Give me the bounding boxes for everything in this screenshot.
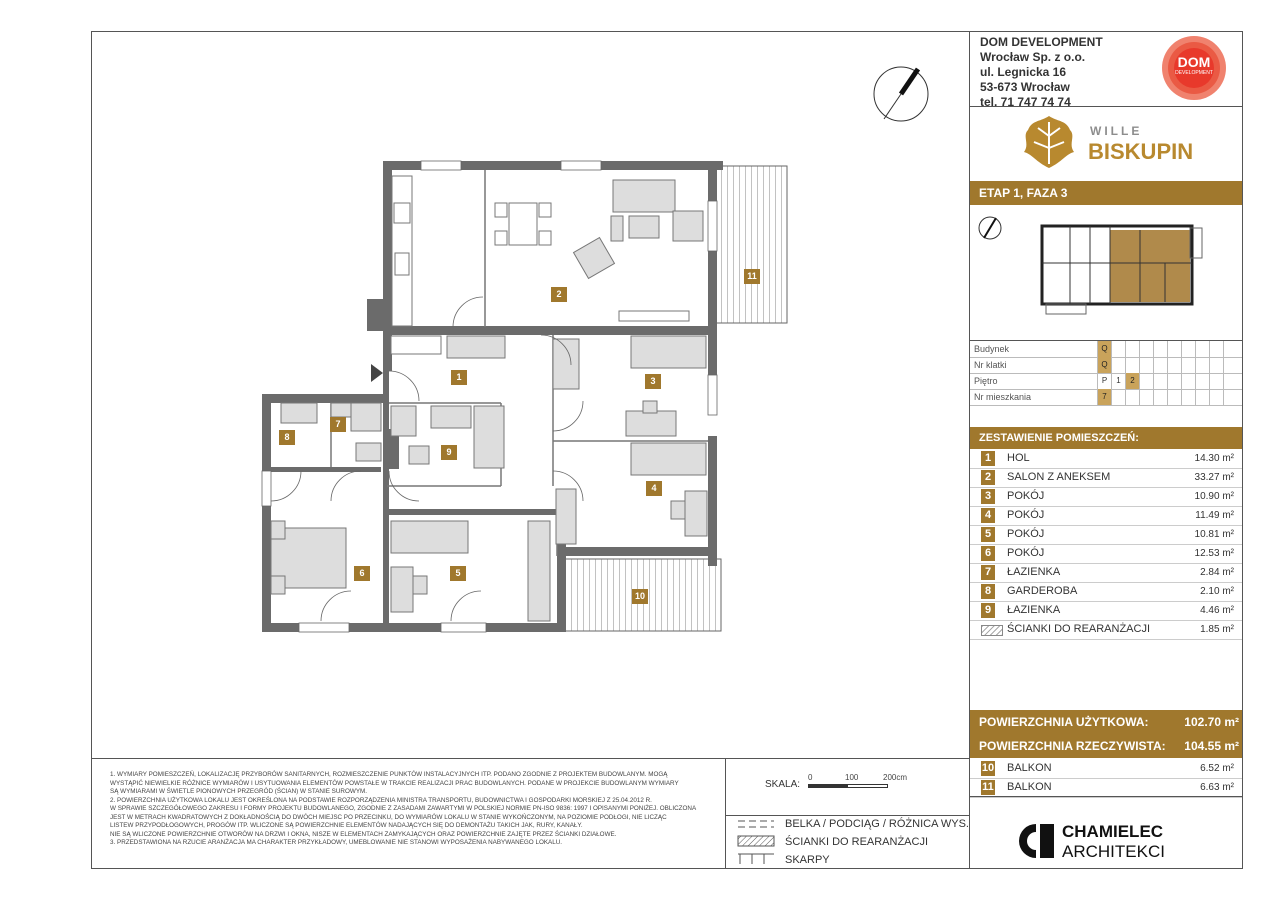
note-line: 2. POWIERZCHNIA UŻYTKOWA LOKALU JEST OKREŚLONA NA PODSTAWIE ROZPORZĄDZENIA MINISTRA TRANSPORTU, BUDOWNICTWA I GOSPODARKI MORSKIEJ Z 25.04.2012 R.	[110, 796, 652, 804]
room-row: 5 POKÓJ 10.81 m²	[970, 525, 1242, 545]
developer-phone: tel. 71 747 74 74	[980, 95, 1071, 109]
developer-street: ul. Legnicka 16	[980, 65, 1067, 79]
room-row: 4 POKÓJ 11.49 m²	[970, 506, 1242, 526]
legend-slopes: SKARPY	[785, 854, 830, 866]
legend-divider	[725, 758, 726, 869]
developer-info	[980, 35, 1103, 110]
info-floor-1: 1	[1111, 373, 1125, 389]
info-floor-label: Piętro	[974, 376, 998, 386]
plan-label-8: 8	[279, 430, 295, 445]
notes	[110, 771, 715, 848]
note-line: 1. WYMIARY POMIESZCZEŃ, LOKALIZACJĘ PRZYBORÓW SANITARNYCH, ROZMIESZCZENIE PUNKTÓW INSTALACYJNYCH ITP. PODANO ZGODNIE Z PROJEKTEM BUDOWLANYM. MOGĄ	[110, 771, 668, 778]
plan-label-2: 2	[551, 287, 567, 302]
info-flat-label: Nr mieszkania	[974, 392, 1032, 402]
developer-name: DOM DEVELOPMENT	[980, 35, 1103, 49]
plan-label-4: 4	[646, 481, 662, 496]
architect-name-2: ARCHITEKCI	[1062, 842, 1165, 861]
legend-walls: ŚCIANKI DO REARANŻACJI	[785, 836, 929, 848]
info-staircase	[970, 357, 1242, 374]
compass-small-icon	[979, 217, 1001, 239]
north-arrow-icon	[874, 67, 928, 121]
note-line: WYSTĄPIĆ NIEWIELKIE RÓŻNICE WYMIARÓW I USYTUOWANIA ELEMENTÓW POWSTAŁE W TRAKCIE REALIZACJI PRAC BUDOWLANYCH. PODANE W PROJEKCIE BUDOWLANYM WYMIARY	[110, 779, 679, 787]
dom-development-logo	[1156, 34, 1232, 102]
room-row: 9 ŁAZIENKA 4.46 m²	[970, 601, 1242, 621]
info-staircase-label: Nr klatki	[974, 360, 1007, 370]
note-line: LISTEW PRZYPODŁOGOWYCH, PROGÓW ITP. WLICZONE SĄ POWIERZCHNIE ELEMENTÓW NADAJĄCYCH SIĘ DO DEMONTAŻU TAKICH JAK, RURY, KANAŁY.	[110, 822, 583, 829]
plan-label-11: 11	[744, 269, 760, 284]
actual-area-total	[970, 734, 1242, 758]
info-staircase-value: Q	[1097, 357, 1111, 373]
info-floor-2: 2	[1125, 373, 1139, 389]
note-line: W SPRAWIE SZCZEGÓŁOWEGO ZAKRESU I FORMY PROJEKTU BUDOWLANEGO, ZGODNIE Z ZASADAMI ZAWARTYMI W POLSKIEJ NORMIE PN-ISO 9836: 1997 I OPISANYMI PONIŻEJ. OBLICZONA	[110, 805, 697, 812]
actual-area-label: POWIERZCHNIA RZECZYWISTA:	[979, 739, 1166, 753]
room-row: 1 HOL 14.30 m²	[970, 449, 1242, 469]
room-row: 6 POKÓJ 12.53 m²	[970, 544, 1242, 564]
plan-label-9: 9	[441, 445, 457, 460]
beam-line-icon	[738, 821, 774, 827]
info-flat-value: 7	[1097, 389, 1111, 405]
note-line: JEST W METRACH KWADRATOWYCH Z DOKŁADNOŚCIĄ DO DWÓCH MIEJSC PO PRZECINKU, DO WYMIARÓW LOKALU W STANIE WYKOŃCZONYM, NA POZIOMIE PODŁOGI, NIE LICZĄC	[110, 813, 667, 821]
legend-beam: BELKA / PODCIĄG / RÓŻNICA WYS.	[785, 818, 969, 830]
legend-divider-h	[725, 815, 969, 816]
balcony-row: 11 BALKON 6.63 m²	[970, 778, 1242, 798]
footer-divider	[91, 758, 969, 759]
usable-area-total	[970, 710, 1242, 734]
logo-text-development: DEVELOPMENT	[1175, 70, 1213, 76]
info-building-value: Q	[1097, 341, 1111, 357]
info-flat	[970, 389, 1242, 406]
plan-label-5: 5	[450, 566, 466, 581]
scale-tick-100: 100	[845, 773, 859, 782]
actual-area-value: 104.55 m²	[1184, 739, 1239, 753]
plan-label-6: 6	[354, 566, 370, 581]
scale-tick-0: 0	[808, 773, 813, 782]
chamielec-logo-icon	[1016, 822, 1056, 860]
architect-name-1: CHAMIELEC	[1062, 822, 1164, 841]
scale-bar	[808, 784, 888, 788]
room-row: 3 POKÓJ 10.90 m²	[970, 487, 1242, 507]
project-logo-top: WILLE	[1090, 124, 1143, 138]
room-row: 8 GARDEROBA 2.10 m²	[970, 582, 1242, 602]
plan-label-3: 3	[645, 374, 661, 389]
room-row: 2 SALON Z ANEKSEM 33.27 m²	[970, 468, 1242, 488]
floor-plan	[91, 31, 969, 758]
note-line: SĄ WYMIARAMI W ŚWIETLE PIONOWYCH PRZEGRÓD (ŚCIAN) W STANIE SUROWYM.	[110, 788, 368, 795]
balcony-row: 10 BALKON 6.52 m²	[970, 759, 1242, 779]
legend-symbols	[736, 818, 776, 868]
usable-area-value: 102.70 m²	[1184, 715, 1239, 729]
developer-company: Wrocław Sp. z o.o.	[980, 50, 1086, 64]
plan-label-1: 1	[451, 370, 467, 385]
oak-leaf-logo-icon	[1018, 112, 1080, 172]
project-logo-bottom: BISKUPIN	[1088, 139, 1194, 164]
info-floor	[970, 373, 1242, 390]
hatch-swatch-icon	[981, 625, 1003, 636]
note-line: NIE SĄ WLICZONE POWIERZCHNIE OTWORÓW NA DRZWI I OKNA, NISZE W ELEMENTACH ZAMYKAJĄCYCH ORAZ POWIERZCHNIE ZAJĘTE PRZEZ ŚCIANKI DZIAŁOWE.	[110, 830, 617, 838]
note-line: 3. PRZEDSTAWIONA NA RZUCIE ARANŻACJA MA CHARAKTER PRZYKŁADOWY, UMEBLOWANIE NIE STANOWI WYPOSAŻENIA NABYWANEGO LOKALU.	[110, 839, 563, 846]
info-building	[970, 341, 1242, 358]
scale-tick-200: 200cm	[883, 773, 908, 782]
key-plan	[970, 208, 1242, 340]
info-building-label: Budynek	[974, 344, 1010, 354]
stage-banner: ETAP 1, FAZA 3	[970, 181, 1242, 205]
partition-row: ŚCIANKI DO REARANŻACJI 1.85 m²	[970, 620, 1242, 640]
room-row: 7 ŁAZIENKA 2.84 m²	[970, 563, 1242, 583]
plan-label-10: 10	[632, 589, 648, 604]
developer-city: 53-673 Wrocław	[980, 80, 1070, 94]
slope-icon	[738, 854, 774, 864]
plan-label-7: 7	[330, 417, 346, 432]
info-floor-p: P	[1097, 373, 1111, 389]
logo-text-dom: DOM	[1177, 54, 1211, 70]
scale-label: SKALA:	[765, 779, 801, 790]
rooms-header: ZESTAWIENIE POMIESZCZEŃ:	[970, 427, 1242, 449]
usable-area-label: POWIERZCHNIA UŻYTKOWA:	[979, 715, 1149, 729]
hatch-icon	[738, 836, 774, 846]
